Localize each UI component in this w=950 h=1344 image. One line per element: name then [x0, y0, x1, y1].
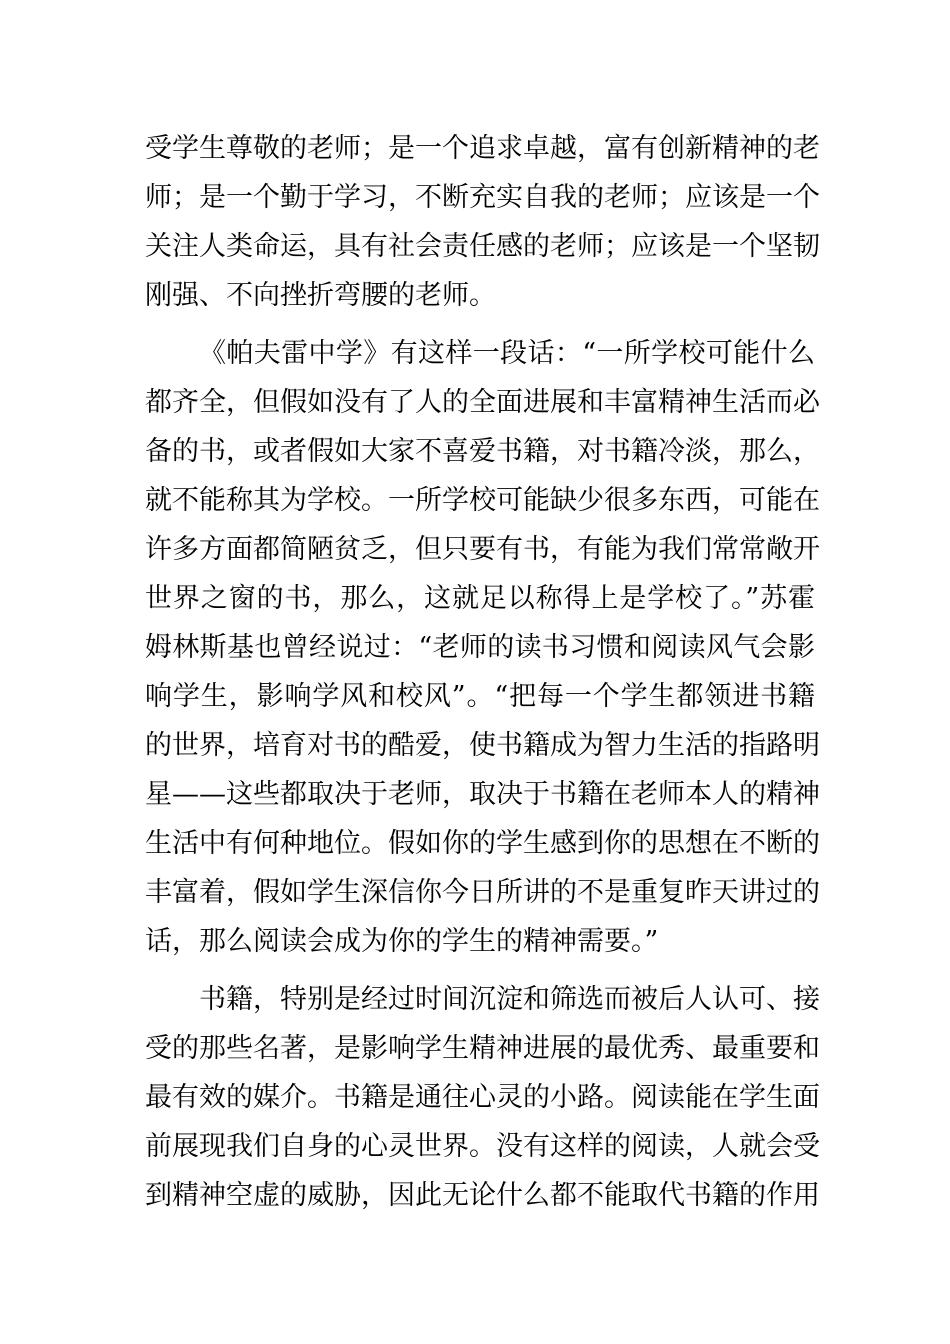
paragraph-1: [145, 124, 820, 320]
text-line: 受的那些名著，是影响学生精神进展的最优秀、最重要和: [145, 1033, 820, 1064]
paragraph-spacer: [145, 966, 815, 975]
text-line: 姆林斯基也曾经说过：“老师的读书习惯和阅读风气会影: [145, 632, 815, 663]
text-line: 备的书，或者假如大家不喜爱书籍，对书籍冷淡，那么，: [145, 436, 820, 467]
text-line: 丰富着，假如学生深信你今日所讲的不是重复昨天讲过的: [145, 877, 820, 908]
text-line: 到精神空虚的威胁，因此无论什么都不能取代书籍的作用: [145, 1180, 820, 1211]
text-line: 《帕夫雷中学》有这样一段话：“一所学校可能什么: [199, 338, 815, 369]
text-line: 关注人类命运，具有社会责任感的老师；应该是一个坚韧: [145, 231, 820, 262]
text-line: 刚强、不向挫折弯腰的老师。: [145, 280, 496, 311]
text-line: 师；是一个勤于学习，不断充实自我的老师；应该是一个: [145, 182, 820, 213]
text-line: 最有效的媒介。书籍是通往心灵的小路。阅读能在学生面: [145, 1082, 820, 1113]
text-line: 话，那么阅读会成为你的学生的精神需要。”: [145, 926, 659, 957]
text-line: 星——这些都取决于老师，取决于书籍在老师本人的精神: [145, 779, 820, 810]
paragraph-spacer: [145, 320, 815, 329]
text-line: 的世界，培育对书的酷爱，使书籍成为智力生活的指路明: [145, 730, 820, 761]
text-line: 响学生，影响学风和校风”。“把每一个学生都领进书籍: [145, 681, 815, 712]
text-line: 都齐全，但假如没有了人的全面进展和丰富精神生活而必: [145, 387, 820, 418]
paragraph-2: [145, 329, 820, 966]
paragraph-3: [145, 975, 820, 1220]
document-body: [145, 124, 820, 1220]
text-line: 世界之窗的书，那么，这就足以称得上是学校了。”苏霍: [145, 583, 815, 614]
text-line: 受学生尊敬的老师；是一个追求卓越，富有创新精神的老: [145, 133, 820, 164]
text-line: 生活中有何种地位。假如你的学生感到你的思想在不断的: [145, 828, 820, 859]
text-line: 就不能称其为学校。一所学校可能缺少很多东西，可能在: [145, 485, 820, 516]
text-line: 书籍，特别是经过时间沉淀和筛选而被后人认可、接: [199, 984, 820, 1015]
text-line: 前展现我们自身的心灵世界。没有这样的阅读，人就会受: [145, 1131, 820, 1162]
text-line: 许多方面都简陋贫乏，但只要有书，有能为我们常常敞开: [145, 534, 820, 565]
